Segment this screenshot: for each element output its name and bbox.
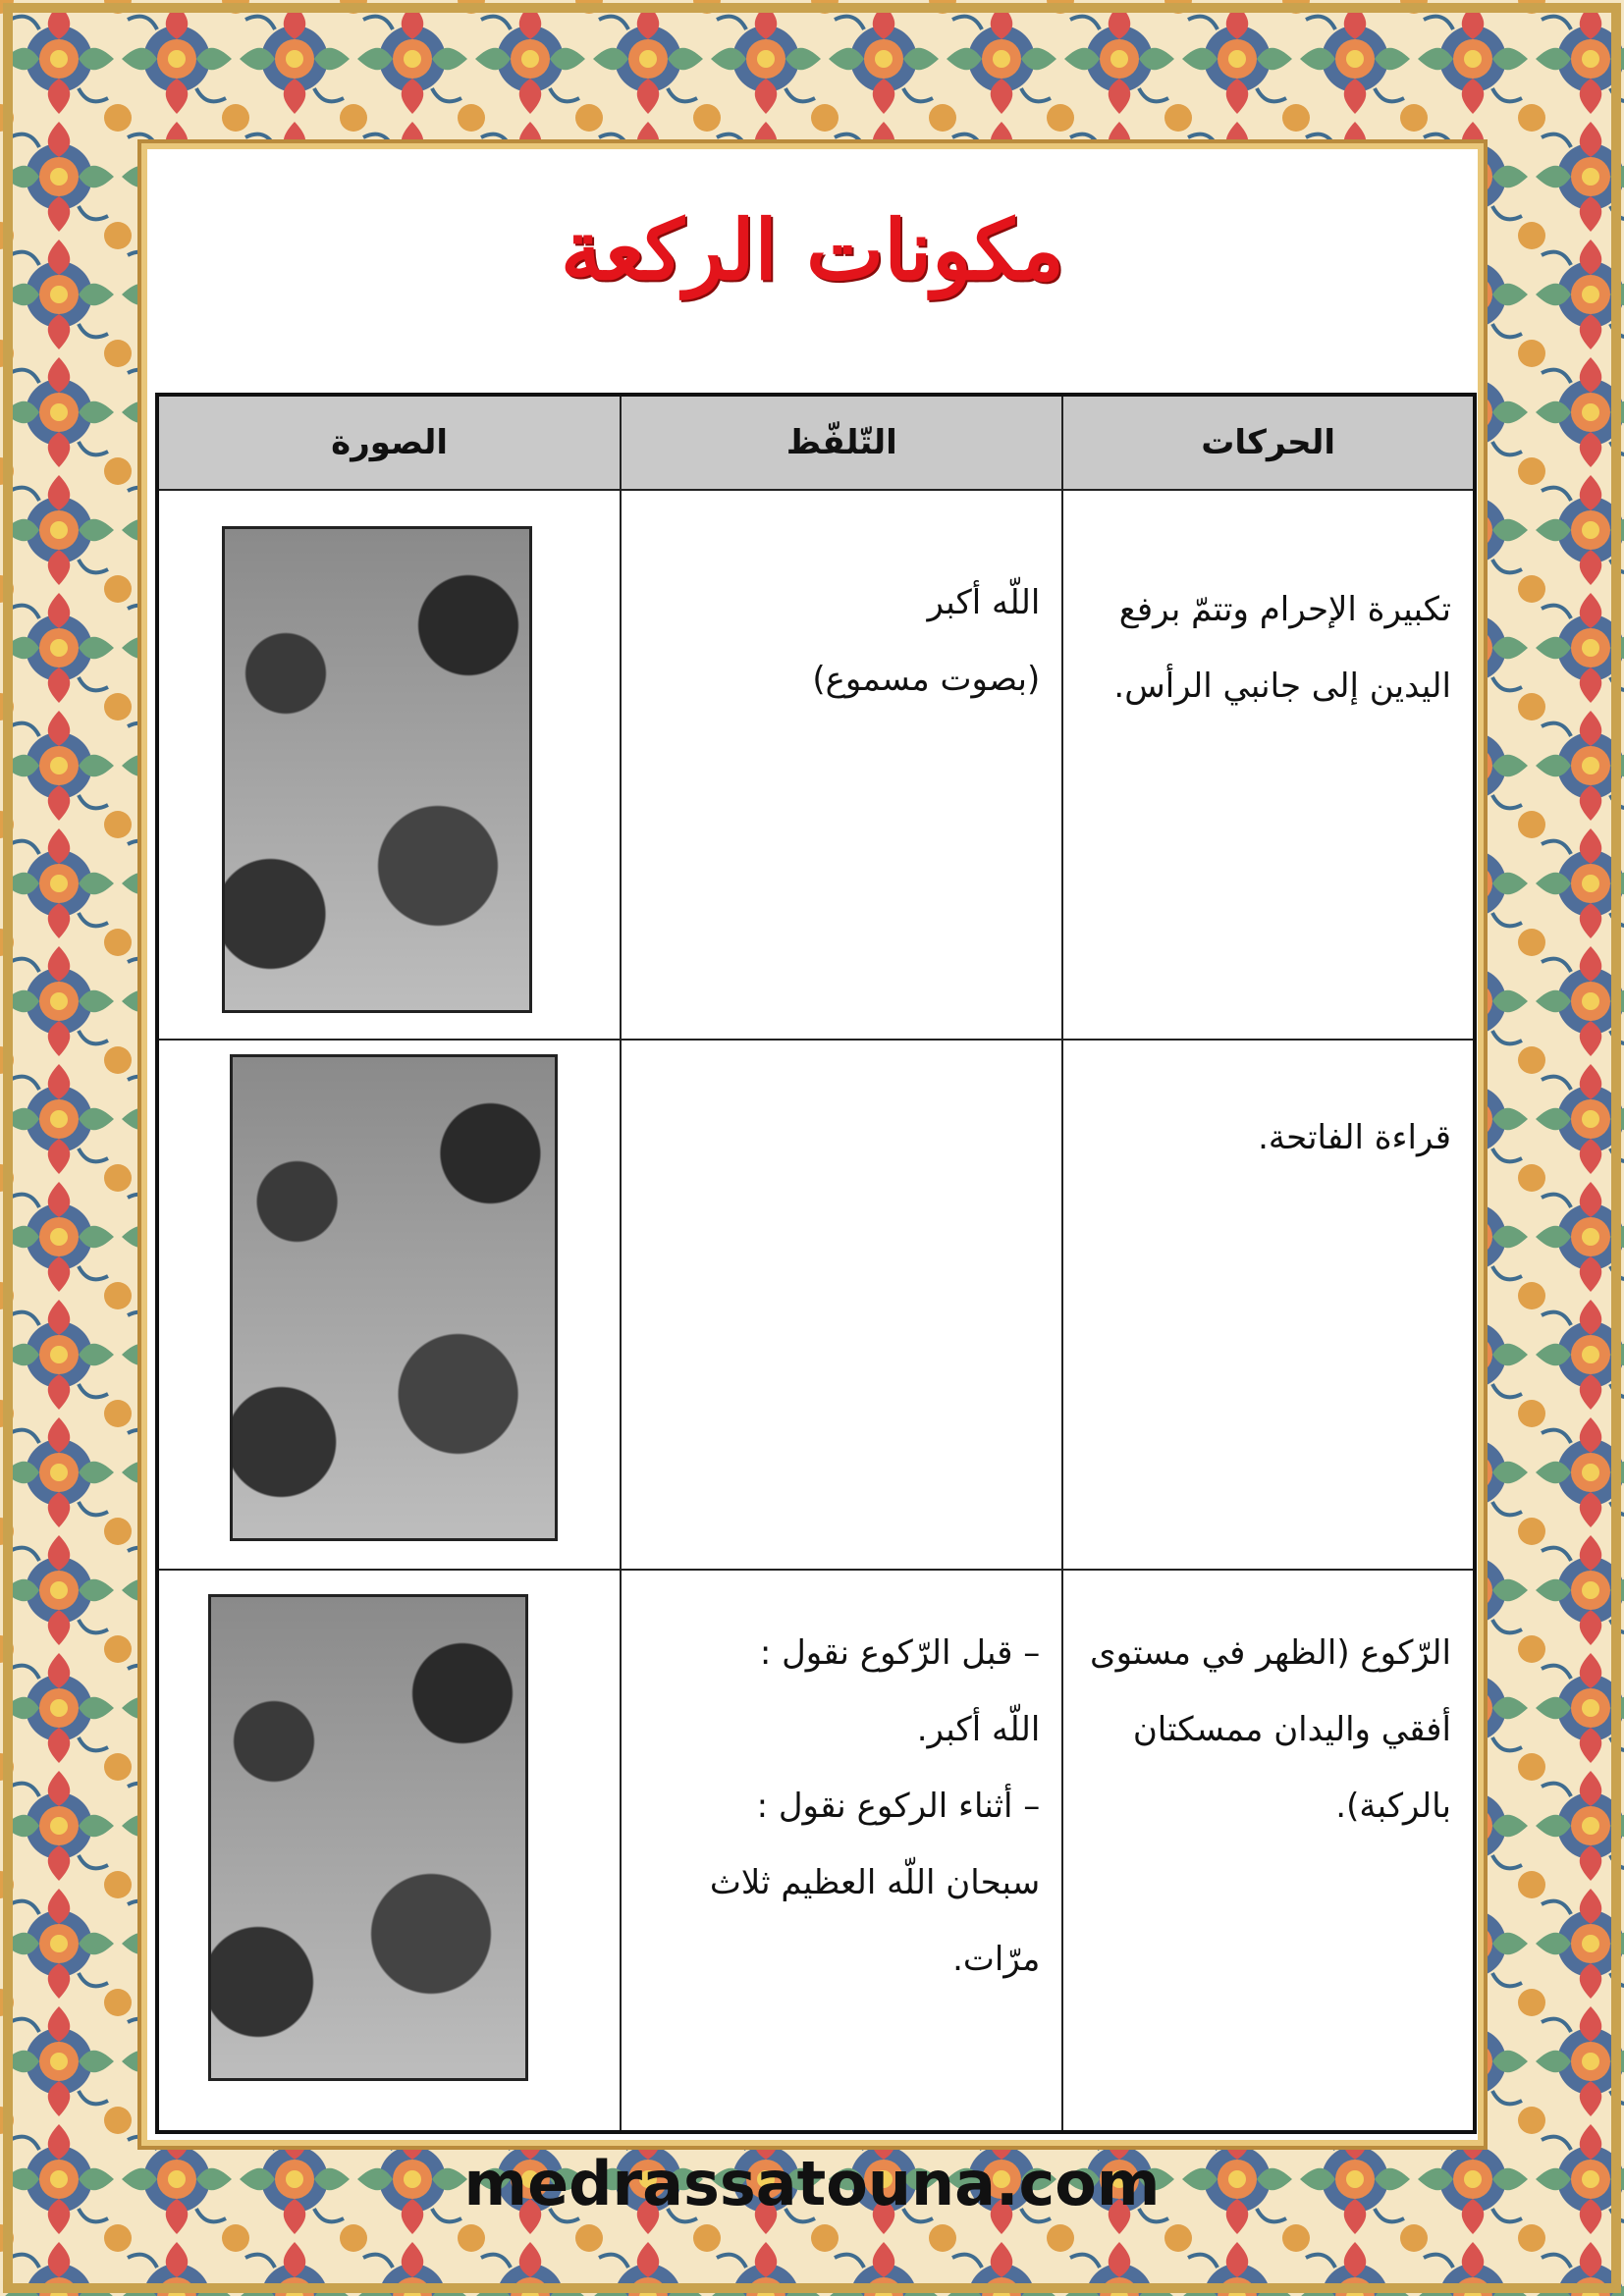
speech-cell <box>621 490 1062 1040</box>
moves-cell <box>1062 490 1475 1040</box>
moves-line: تكبيرة الإحرام وتتمّ برفع <box>1118 590 1451 629</box>
speech-line: مرّات. <box>952 1940 1041 1979</box>
speech-line: – أثناء الركوع نقول : <box>756 1787 1041 1826</box>
moves-line: بالركبة). <box>1335 1787 1451 1826</box>
speech-cell <box>621 1570 1062 2132</box>
standing-photo <box>230 1054 558 1541</box>
speech-line: – قبل الرّكوع نقول : <box>759 1633 1041 1673</box>
photo-cell <box>157 1040 621 1570</box>
moves-line: اليدين إلى جانبي الرأس. <box>1113 667 1451 706</box>
speech-line: اللّه أكبر. <box>916 1710 1041 1749</box>
header-speech: التّلفّظ <box>621 395 1062 490</box>
speech-line: (بصوت مسموع) <box>812 660 1041 699</box>
takbir-photo <box>222 526 532 1013</box>
moves-cell <box>1062 1570 1475 2132</box>
table-row <box>157 1040 1475 1570</box>
ruku-photo <box>208 1594 528 2081</box>
moves-line: أفقي واليدان ممسكتان <box>1132 1710 1451 1749</box>
table-row <box>157 490 1475 1040</box>
moves-line: الرّكوع (الظهر في مستوى <box>1090 1633 1451 1673</box>
photo-cell <box>157 490 621 1040</box>
table-header-row <box>157 395 1475 490</box>
header-moves: الحركات <box>1062 395 1475 490</box>
site-footer: medrassatouna.com <box>463 2148 1161 2219</box>
photo-cell <box>157 1570 621 2132</box>
speech-line: سبحان اللّه العظيم ثلاث <box>709 1863 1041 1902</box>
table-row <box>157 1570 1475 2132</box>
moves-line: قراءة الفاتحة. <box>1258 1118 1451 1157</box>
page-title: مكونات الركعة <box>561 201 1064 298</box>
rakaa-components-table <box>155 393 1477 2134</box>
speech-cell <box>621 1040 1062 1570</box>
moves-cell <box>1062 1040 1475 1570</box>
header-photo: الصورة <box>157 395 621 490</box>
speech-line: اللّه أكبر <box>927 583 1041 622</box>
